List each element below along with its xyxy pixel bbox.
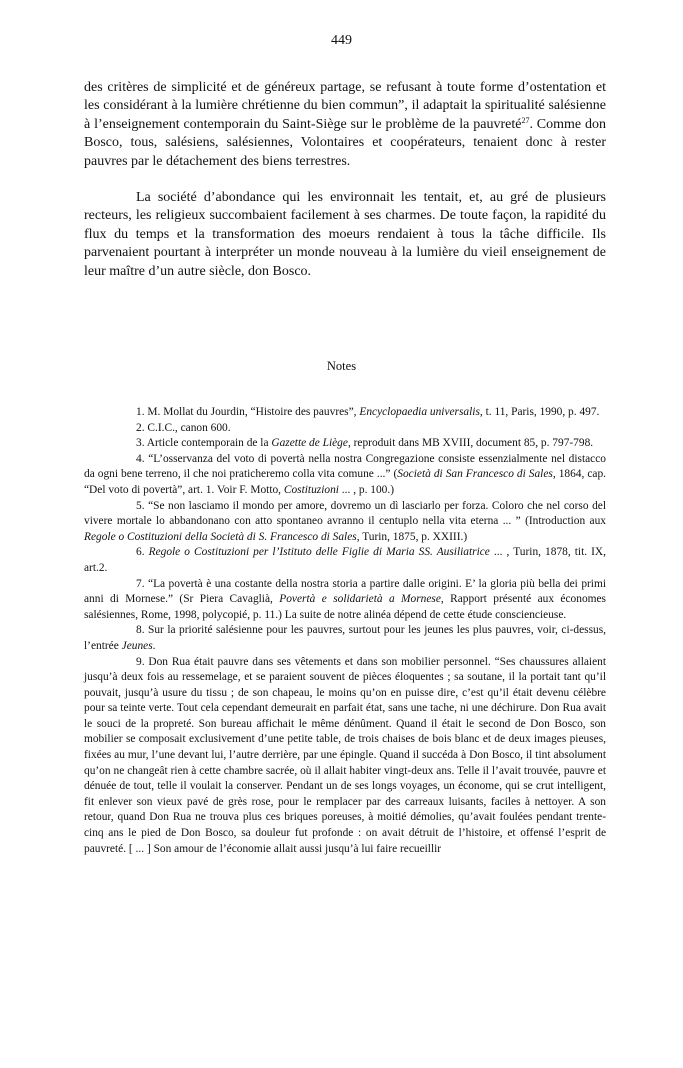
note-1 <box>84 405 606 421</box>
note-1-text: 1. M. Mollat du Jourdin, “Histoire des pauvres”, <box>136 406 360 418</box>
note-1-title: Encyclopaedia universalis <box>359 406 480 418</box>
note-2: 2. C.I.C., canon 600. <box>136 421 231 434</box>
note-4-text: 4. “L’osservanza del voto di povertà nella nostra Congregazione consiste essenzialmente nel distacco da ogni bene terreno, il che noi praticheremo colla vita comune ...” ( <box>84 452 606 481</box>
note-3 <box>84 436 606 452</box>
notes-heading: Notes <box>326 359 357 373</box>
body-paragraph-1-text: des critères de simplicité et de généreux partage, se refusant à toute forme d’ostentation et les considérant à la lumière chrétienne du bien commun”, il adaptait la spiritualité salésienne à l’enseignement contemporain du Saint-Siège sur le problème de la pauvreté <box>84 80 606 132</box>
note-8-title: Jeunes <box>121 639 153 652</box>
note-7-text: 7. “La povertà è una costante della nostra storia a partire dalle origini. E’ la gloria più bella dei primi anni di Mornese.” (Sr Piera Cavaglià, <box>84 577 606 606</box>
note-4 <box>84 452 606 499</box>
body-paragraph-1 <box>84 79 606 171</box>
note-4-text-end: ... , p. 100.) <box>338 483 395 496</box>
note-6-text: 6. <box>136 546 149 559</box>
note-7 <box>84 577 606 624</box>
body-paragraph-1-text-cont: . Comme don Bosco, tous, salésiens, salésiennes, Volontaires et coopérateurs, tenaient donc à rester pauvres par le détachement des biens terrestres. <box>84 116 606 169</box>
note-1-text-cont: , t. 11, Paris, 1990, p. 497. <box>479 406 600 418</box>
note-8-text-cont: . <box>152 639 156 652</box>
note-5-title: Regole o Costituzioni della Società di S. Francesco di Sales <box>84 530 357 543</box>
body-text <box>84 79 606 299</box>
note-8-text: 8. Sur la priorité salésienne pour les pauvres, surtout pour les jeunes les plus pauvres, voir, ci-dessus, l’entrée <box>84 624 606 652</box>
note-5-text-cont: , Turin, 1875, p. XXIII.) <box>356 530 468 543</box>
note-4-title-2: Costituzioni <box>283 483 339 496</box>
footnote-ref-27: 27 <box>521 115 530 125</box>
note-6-title: Regole o Costituzioni per l’Istituto delle Figlie di Maria SS. Ausiliatrice <box>148 546 490 559</box>
note-6-text-cont: ... , Turin, 1878, tit. IX, art.2. <box>84 546 607 574</box>
note-5 <box>84 499 606 546</box>
page-number: 449 <box>331 33 352 48</box>
note-5-text: 5. “Se non lasciamo il mondo per amore, dovremo un dì lasciarlo per forza. Coloro che nel corso del vivere mortale lo abbandonano con atto spontaneo avranno il centuplo nella vita eterna ... ” (Introduction aux <box>84 499 606 528</box>
note-3-text: 3. Article contemporain de la <box>136 437 272 450</box>
note-6 <box>84 545 606 576</box>
note-8 <box>84 623 606 654</box>
notes-list <box>84 405 606 857</box>
note-3-title: Gazette de Liège <box>271 437 348 450</box>
note-7-title: Povertà e solidarietà a Mornese <box>279 593 441 606</box>
note-4-text-cont: , 1864, cap. “Del voto di povertà”, art. 1. Voir F. Motto, <box>84 468 606 496</box>
note-4-title: Società di San Francesco di Sales <box>397 468 553 481</box>
note-3-text-cont: , reproduit dans MB XVIII, document 85, p. 797-798. <box>347 437 594 450</box>
note-7-text-cont: , Rapport présenté aux économes salésiennes, Rome, 1998, polycopié, p. 11.) La suite de notre alinéa dépend de cette étude consciencieuse. <box>84 593 606 621</box>
note-9: 9. Don Rua était pauvre dans ses vêtements et dans son mobilier personnel. “Ses chaussures allaient jusqu’à deux fois au ressemelage, et se paraient souvent de pièces éloquentes ; sa soutane, il la portait tant qu’il pouvait, jusqu’à usure du tissu ; de son chapeau, le moins qu’on en puisse dire, c’est qu’il était devenu célèbre pour sa teinte verte. Tout cela cependant demeurait en parfait état, sans une tache, ni une déchirure. Don Rua avait le souci de la propreté. Son bureau affichait le même dénûment. Quand il était le second de Don Bosco, son mobilier se composait exclusivement d’une petite table, de trois chaises de bois blanc et de deux images pieuses, fixées au mur, l’une devant lui, l’autre derrière, par une épingle. Quand il succéda à Don Bosco, il tint absolument qu’on ne changeât rien à cette chambre sacrée, où il allait habiter vingt-deux ans. Telle il l’avait trouvée, pauvre et dénuée de tout, telle il voulait la conserver. Pendant un de ses longs voyages, un économe, qui se crut intelligent, fit enlever son vieux pavé de grès rose, pour le remplacer par des carreaux luisants, faciles à nettoyer. A son retour, quand Don Rua ne trouva plus ces briques poreuses, à moitié démolies, qu’avait foulées pendant trente-cinq ans le pied de Don Bosco, sa douleur fut profonde : on avait détruit de l’histoire, et offensé l’esprit de pauvreté. [ ... ] Son amour de l’économie allait aussi jusqu’à lui faire recueillir <box>84 655 606 855</box>
body-paragraph-2: La société d’abondance qui les environnait les tentait, et, au gré de plusieurs recteurs, les religieux succombaient facilement à ses charmes. De toute façon, la rapidité du flux du temps et la transformation des moeurs rendaient à tous la tâche difficile. Ils parvenaient pourtant à interpréter un monde nouveau à la lumière du vieil enseignement de leur maître d’un autre siècle, don Bosco. <box>84 190 606 279</box>
